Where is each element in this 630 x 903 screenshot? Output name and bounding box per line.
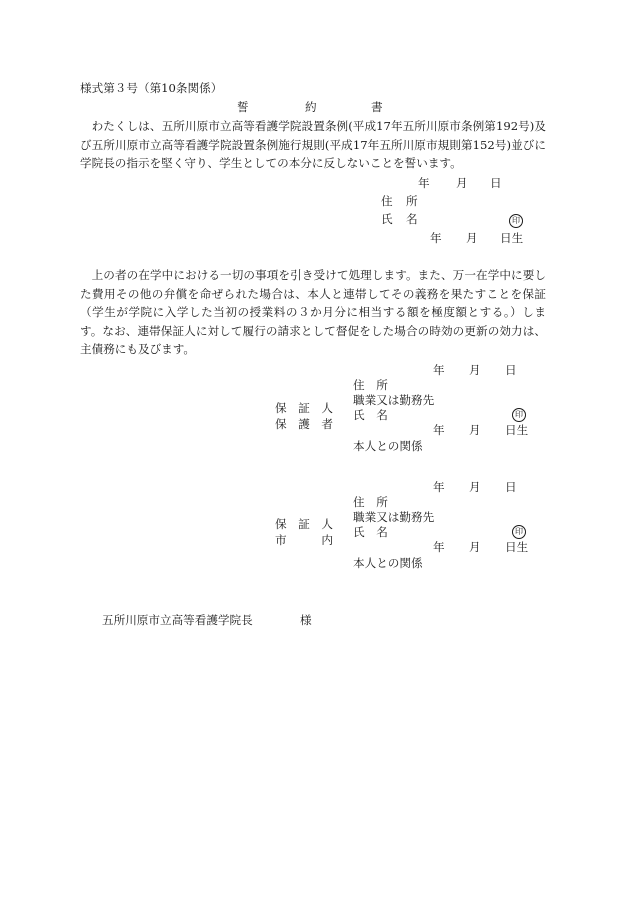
birth-month-label: 月: [466, 231, 478, 245]
guarantor-role: 保 証 人: [275, 401, 333, 415]
guarantor-occupation-label: 職業又は勤務先: [353, 393, 435, 407]
student-address-label: 住: [381, 194, 393, 208]
honorific: 様: [300, 613, 312, 627]
seal-icon: 印: [512, 408, 526, 422]
title-char: 書: [371, 100, 383, 114]
date-day-label: 日: [490, 176, 502, 190]
relation-label: 本人との関係: [353, 556, 423, 570]
title-char: 約: [305, 100, 317, 114]
seal-icon: 印: [512, 525, 526, 539]
form-number: 様式第３号（第10条関係）: [80, 81, 223, 95]
student-name-label: 氏: [381, 212, 393, 226]
student-name-label: 名: [406, 212, 418, 226]
guarantor-role: 保 護 者: [275, 417, 333, 431]
birth-month-label: 月: [469, 540, 481, 554]
birth-month-label: 月: [469, 423, 481, 437]
birth-year-label: 年: [433, 423, 445, 437]
date-year-label: 年: [433, 480, 445, 494]
seal-icon: 印: [509, 214, 523, 228]
birth-day-label: 日生: [505, 423, 529, 437]
guarantor-name-label: 氏 名: [353, 408, 388, 422]
date-day-label: 日: [505, 363, 517, 377]
guarantee-paragraph: 上の者の在学中における一切の事項を引き受けて処理します。また、万一在学中に要した費用その他の弁償を命ぜられた場合は、本人と連帯してその義務を果たすことを保証（学生が学院に入学した当初の授業料の３か月分に相当する額を極度額とする。）します。なお、連帯保証人に対して履行の請求として督促をした場合の時効の更新の効力は、主債務にも及びます。: [80, 268, 546, 357]
date-month-label: 月: [456, 176, 468, 190]
seal-mark: [509, 211, 523, 228]
date-year-label: 年: [433, 363, 445, 377]
title-char: 誓: [237, 100, 249, 114]
date-month-label: 月: [469, 480, 481, 494]
birth-year-label: 年: [430, 231, 442, 245]
guarantor-address-label: 住 所: [353, 495, 388, 509]
seal-mark: [512, 522, 526, 539]
date-day-label: 日: [505, 480, 517, 494]
guarantor-role: 保 証 人: [275, 517, 333, 531]
student-address-label: 所: [406, 194, 418, 208]
birth-day-label: 日生: [505, 540, 529, 554]
seal-mark: [512, 405, 526, 422]
guarantor-address-label: 住 所: [353, 378, 388, 392]
relation-label: 本人との関係: [353, 439, 423, 453]
guarantor-occupation-label: 職業又は勤務先: [353, 510, 435, 524]
date-month-label: 月: [469, 363, 481, 377]
birth-year-label: 年: [433, 540, 445, 554]
guarantor-role: 市 内: [275, 533, 333, 547]
guarantor-name-label: 氏 名: [353, 525, 388, 539]
birth-day-label: 日生: [500, 231, 524, 245]
date-year-label: 年: [418, 176, 430, 190]
addressee: 五所川原市立高等看護学院長: [102, 613, 253, 627]
pledge-paragraph: わたくしは、五所川原市立高等看護学院設置条例(平成17年五所川原市条例第192号)及び五所川原市立高等看護学院設置条例施行規則(平成17年五所川原市規則第152号)並びに学院長の指示を堅く守り、学生としての本分に反しないことを誓います。: [80, 119, 546, 171]
